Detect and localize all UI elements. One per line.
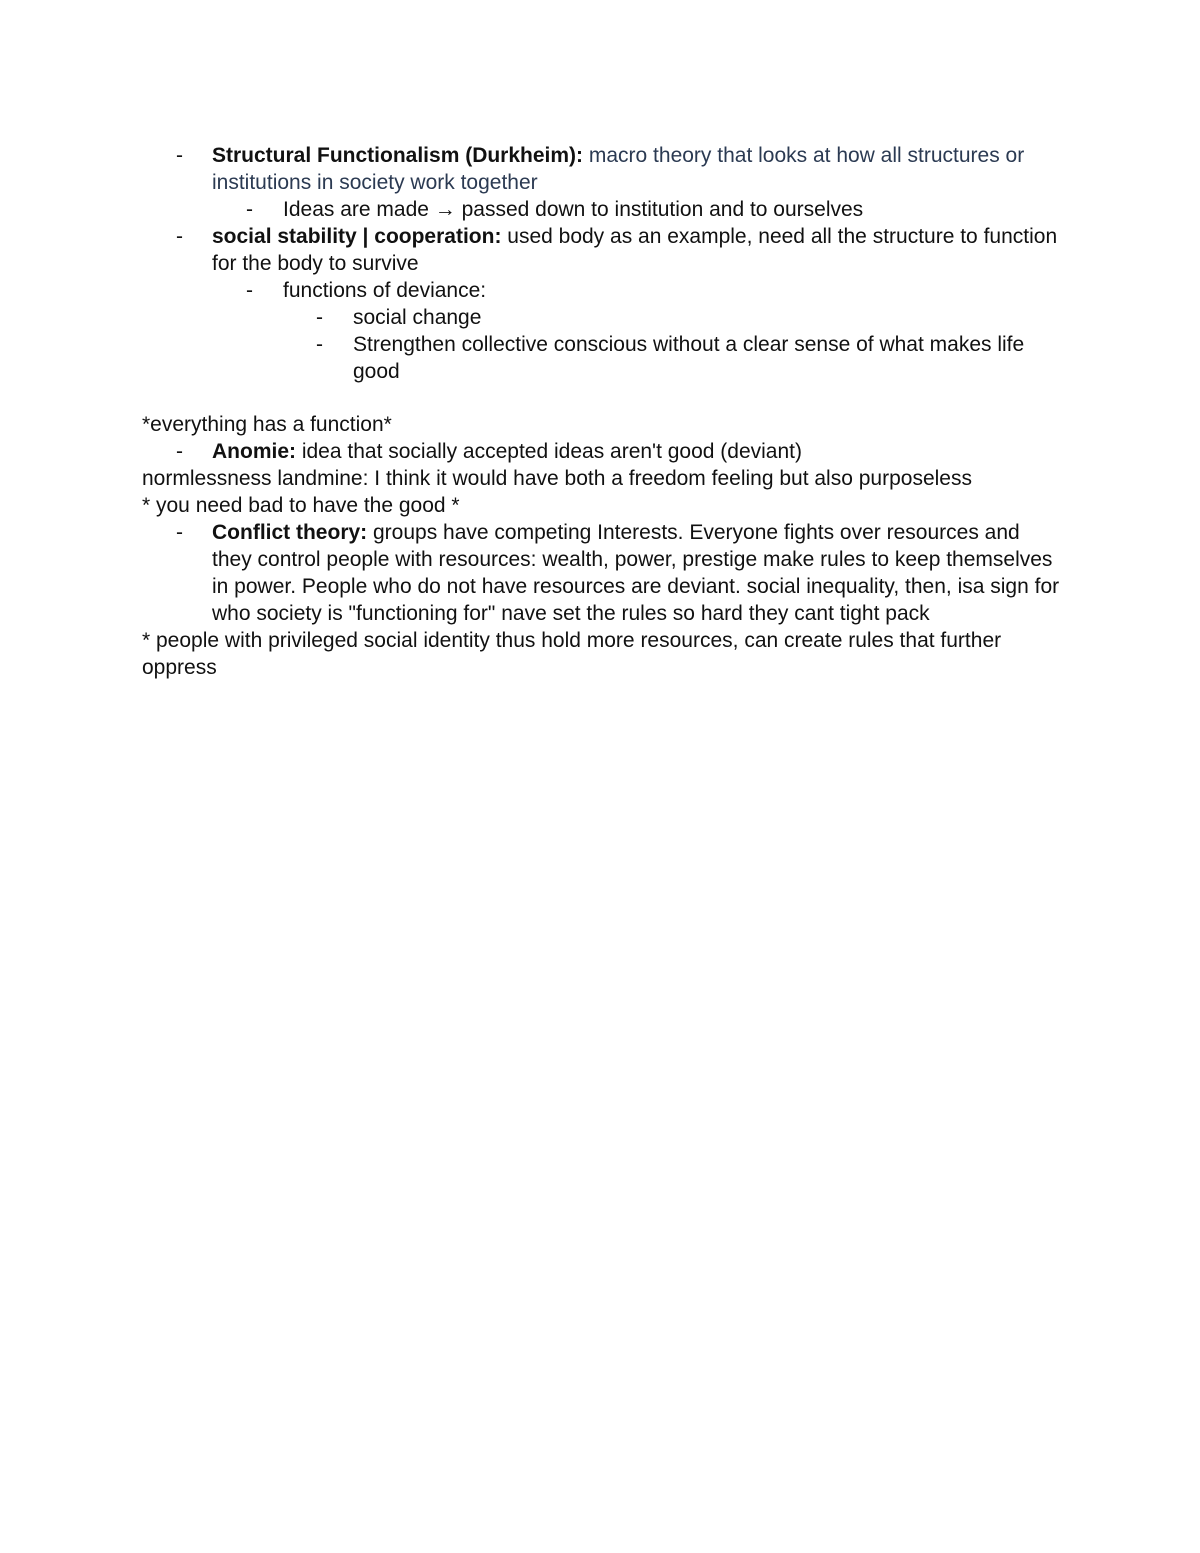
list-item-conflict-theory: [142, 519, 1062, 627]
social-change-text: social change: [353, 306, 482, 329]
list-item-anomie: [142, 438, 1062, 465]
term-anomie: Anomie:: [212, 440, 296, 463]
notes-body: [142, 142, 1062, 681]
bad-good-note: * you need bad to have the good *: [142, 494, 460, 517]
bullet-dash: -: [176, 521, 183, 544]
definition-social-stability: used body as an example, need all the structure to function for the body to survive: [212, 225, 1058, 275]
list-item-ideas-made: [142, 196, 1062, 223]
list-item-social-change: [142, 304, 1062, 331]
list-item-functions-of-deviance: [142, 277, 1062, 304]
bullet-dash: -: [176, 144, 183, 167]
paragraph-spacer: [142, 385, 1062, 411]
term-conflict-theory: Conflict theory:: [212, 521, 368, 544]
term-structural-functionalism: Structural Functionalism (Durkheim):: [212, 144, 584, 167]
bullet-dash: -: [246, 279, 253, 302]
bullet-dash: -: [176, 440, 183, 463]
list-item-structural-functionalism: [142, 142, 1062, 196]
ideas-made-text: Ideas are made → passed down to institution and to ourselves: [283, 198, 864, 221]
everything-function-note: *everything has a function*: [142, 413, 392, 436]
privileged-note: * people with privileged social identity thus hold more resources, can create rules that further oppress: [142, 629, 1002, 679]
bullet-dash: -: [316, 306, 323, 329]
definition-structural-functionalism: macro theory that looks at how all structures or institutions in society work together: [212, 144, 1025, 194]
normlessness-note: normlessness landmine: I think it would have both a freedom feeling but also purposeless: [142, 467, 972, 490]
list-item-social-stability: [142, 223, 1062, 277]
strengthen-collective-text: Strengthen collective conscious without a clear sense of what makes life good: [353, 333, 1025, 383]
bullet-dash: -: [316, 333, 323, 356]
functions-of-deviance-text: functions of deviance:: [283, 279, 487, 302]
bullet-dash: -: [246, 198, 253, 221]
list-item-strengthen-collective: [142, 331, 1062, 385]
definition-conflict-theory: groups have competing Interests. Everyone fights over resources and they control people with resources: wealth, power, prestige make rules to keep themselves in power. People who do not have resources are deviant. social inequality, then, isa sign for who society is "functioning for" nave set the rules so hard they cant tight pack: [212, 521, 1060, 625]
bullet-dash: -: [176, 225, 183, 248]
definition-anomie: idea that socially accepted ideas aren't good (deviant): [296, 440, 802, 463]
term-social-stability: social stability | cooperation:: [212, 225, 502, 248]
